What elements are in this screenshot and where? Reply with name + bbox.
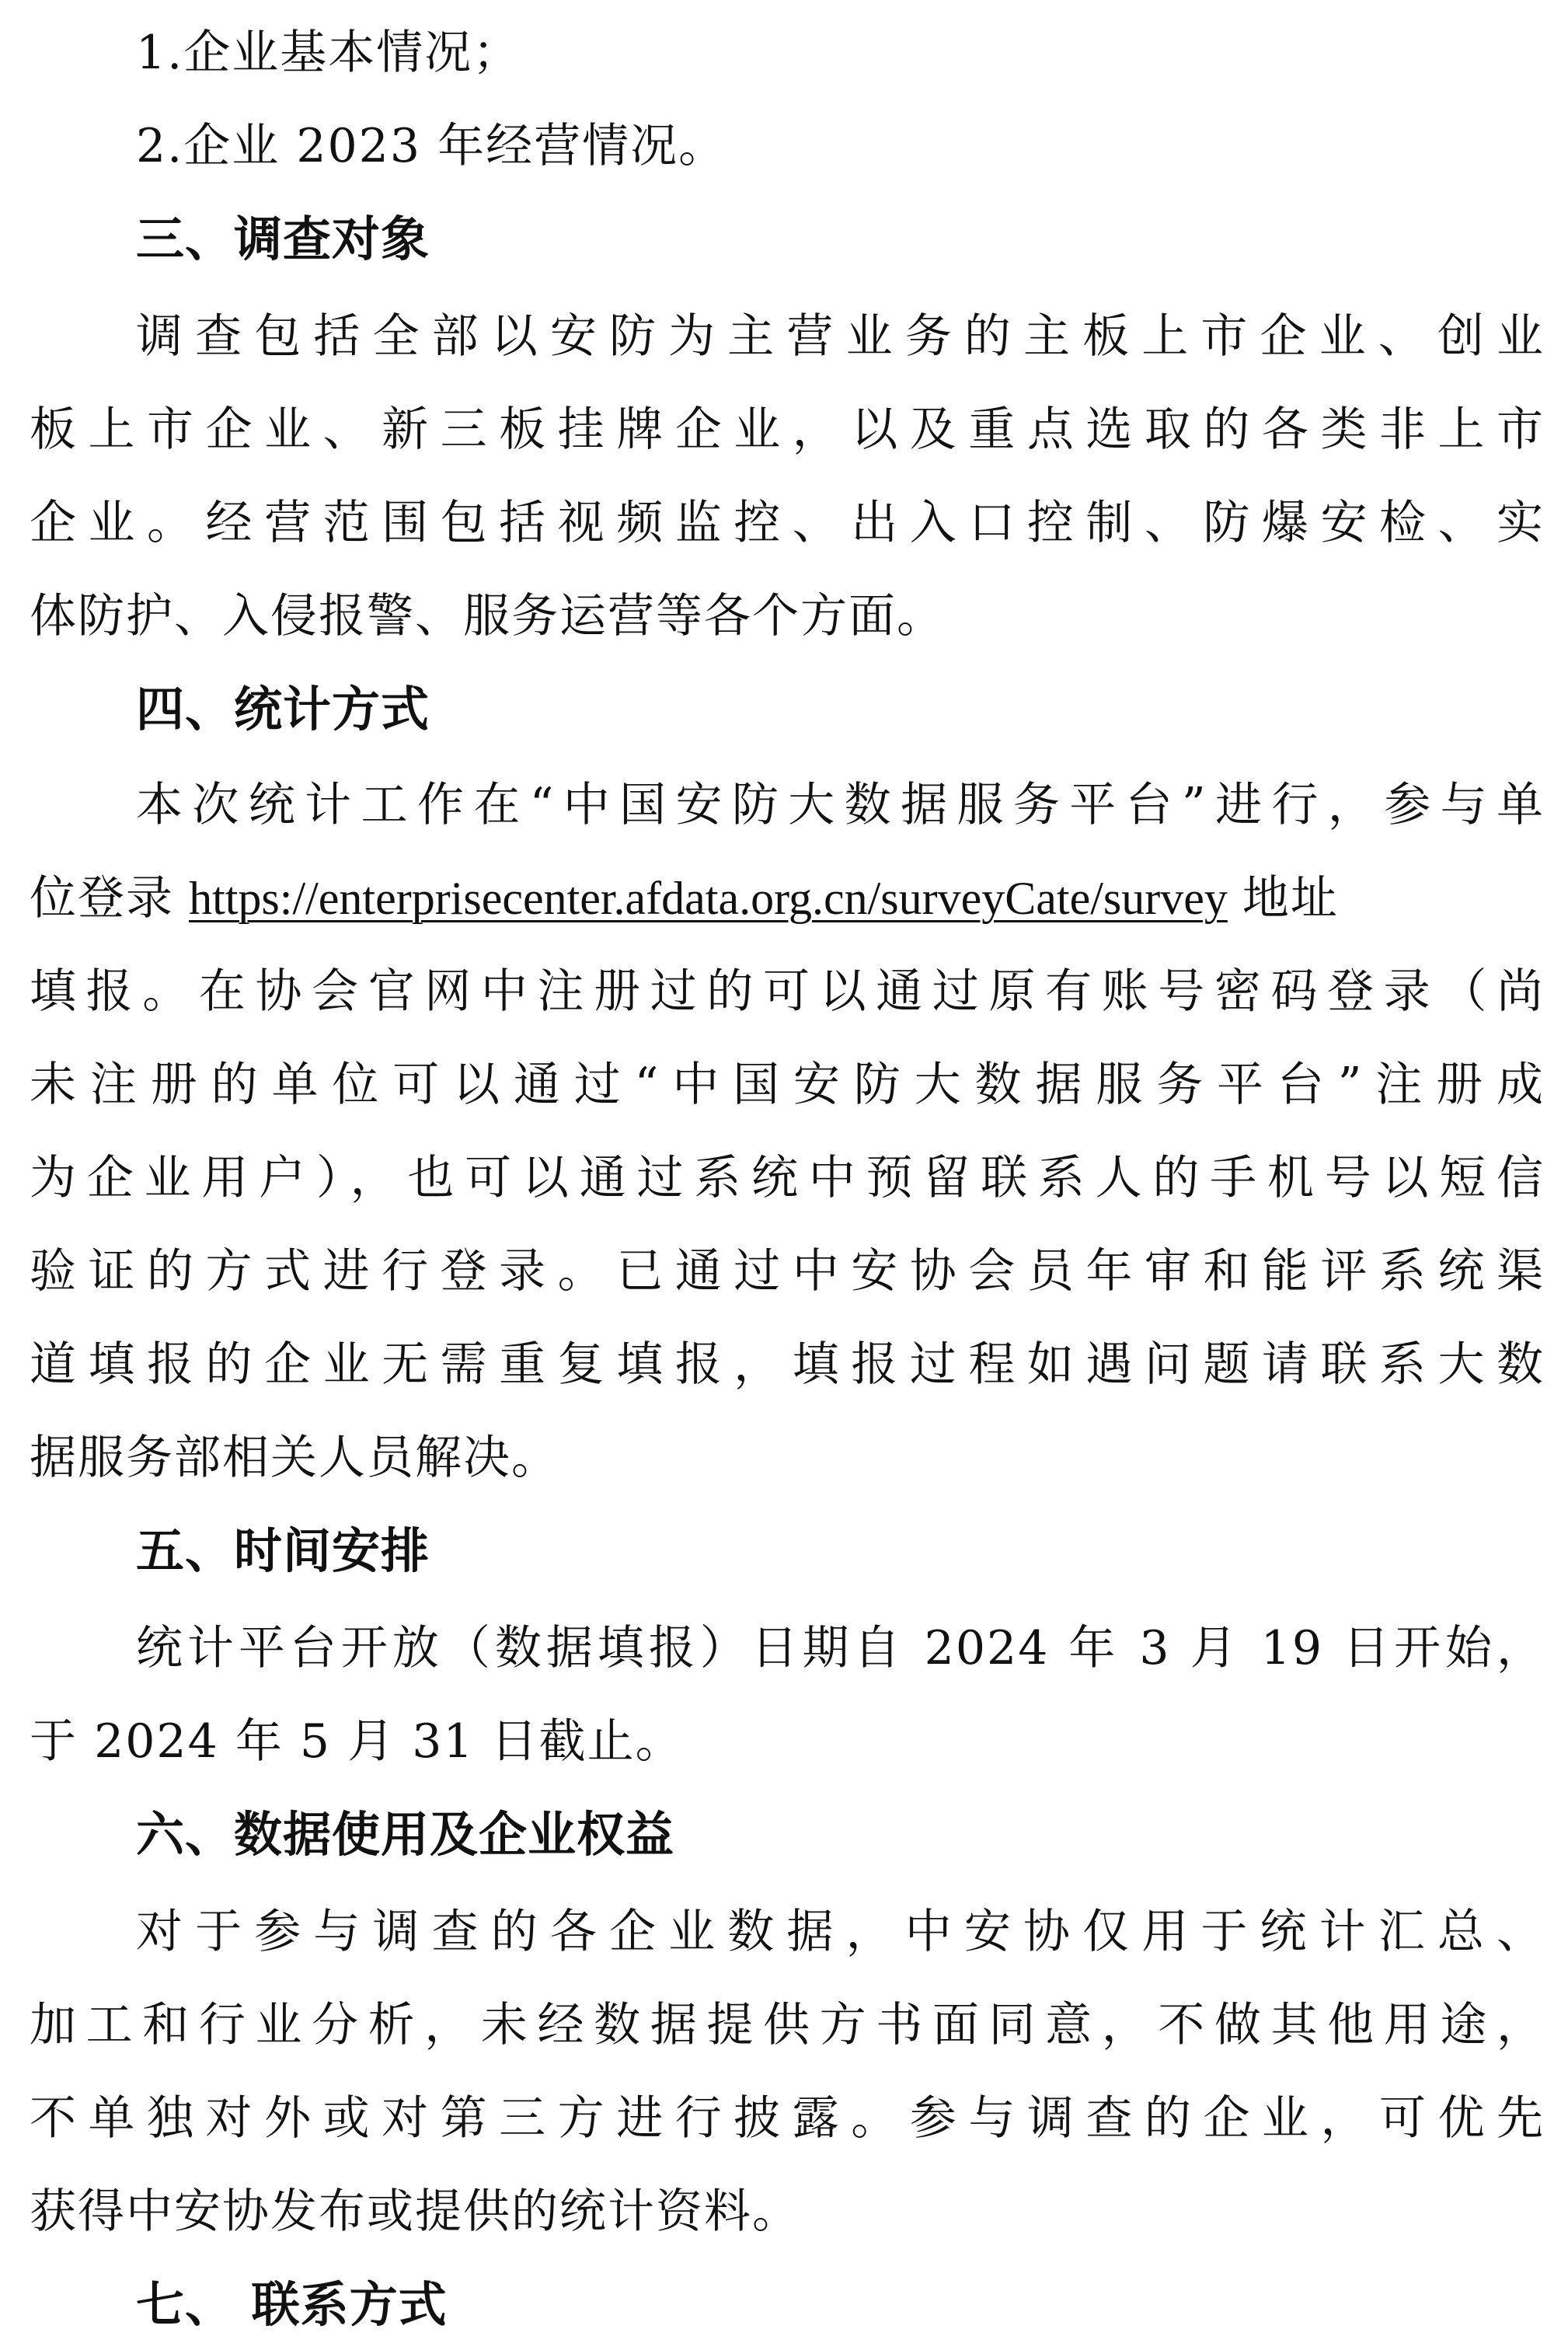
paragraph-line: 验证的方式进行登录。已通过中安协会员年审和能评系统渠 xyxy=(30,1244,1545,1299)
paragraph-line: 加工和行业分析，未经数据提供方书面同意，不做其他用途， xyxy=(30,1998,1545,2052)
paragraph-line: 调查包括全部以安防为主营业务的主板上市企业、创业 xyxy=(136,309,1545,364)
section-heading-statistics-method: 四、统计方式 xyxy=(136,681,430,737)
section-heading-survey-targets: 三、调查对象 xyxy=(136,211,430,267)
paragraph-line: 道填报的企业无需重复填报，填报过程如遇问题请联系大数 xyxy=(30,1337,1545,1392)
paragraph-line: 企业。经营范围包括视频监控、出入口控制、防爆安检、实 xyxy=(30,496,1545,550)
paragraph-line: 于 2024 年 5 月 31 日截止。 xyxy=(30,1714,684,1769)
paragraph-line: 对于参与调查的各企业数据，中安协仅用于统计汇总、 xyxy=(136,1905,1545,1959)
section-heading-schedule: 五、时间安排 xyxy=(136,1522,430,1579)
paragraph-line-with-link xyxy=(30,867,1545,929)
survey-url-link[interactable]: https://enterprisecenter.afdata.org.cn/surveyCate/survey xyxy=(189,873,1228,924)
list-item: 2.企业 2023 年经营情况。 xyxy=(136,119,727,173)
section-heading-data-usage: 六、数据使用及企业权益 xyxy=(136,1806,675,1863)
paragraph-line: 据服务部相关人员解决。 xyxy=(30,1431,559,1485)
link-prefix-text: 位登录 xyxy=(30,871,174,926)
paragraph-line: 不单独对外或对第三方进行披露。参与调查的企业，可优先 xyxy=(30,2091,1545,2146)
section-heading-contact: 七、 联系方式 xyxy=(136,2276,448,2333)
link-suffix-text: 地址 xyxy=(1242,871,1339,926)
paragraph-line: 未注册的单位可以通过“中国安防大数据服务平台”注册成 xyxy=(30,1058,1545,1112)
paragraph-line: 为企业用户），也可以通过系统中预留联系人的手机号以短信 xyxy=(30,1151,1545,1205)
paragraph-line: 填报。在协会官网中注册过的可以通过原有账号密码登录（尚 xyxy=(30,964,1545,1019)
paragraph-line: 板上市企业、新三板挂牌企业，以及重点选取的各类非上市 xyxy=(30,403,1545,457)
paragraph-line: 获得中安协发布或提供的统计资料。 xyxy=(30,2184,800,2239)
paragraph-line: 本次统计工作在“中国安防大数据服务平台”进行，参与单 xyxy=(136,778,1545,832)
list-item: 1.企业基本情况； xyxy=(136,26,521,80)
paragraph-line: 统计平台开放（数据填报）日期自 2024 年 3 月 19 日开始， xyxy=(136,1621,1545,1675)
paragraph-line: 体防护、入侵报警、服务运营等各个方面。 xyxy=(30,589,945,643)
